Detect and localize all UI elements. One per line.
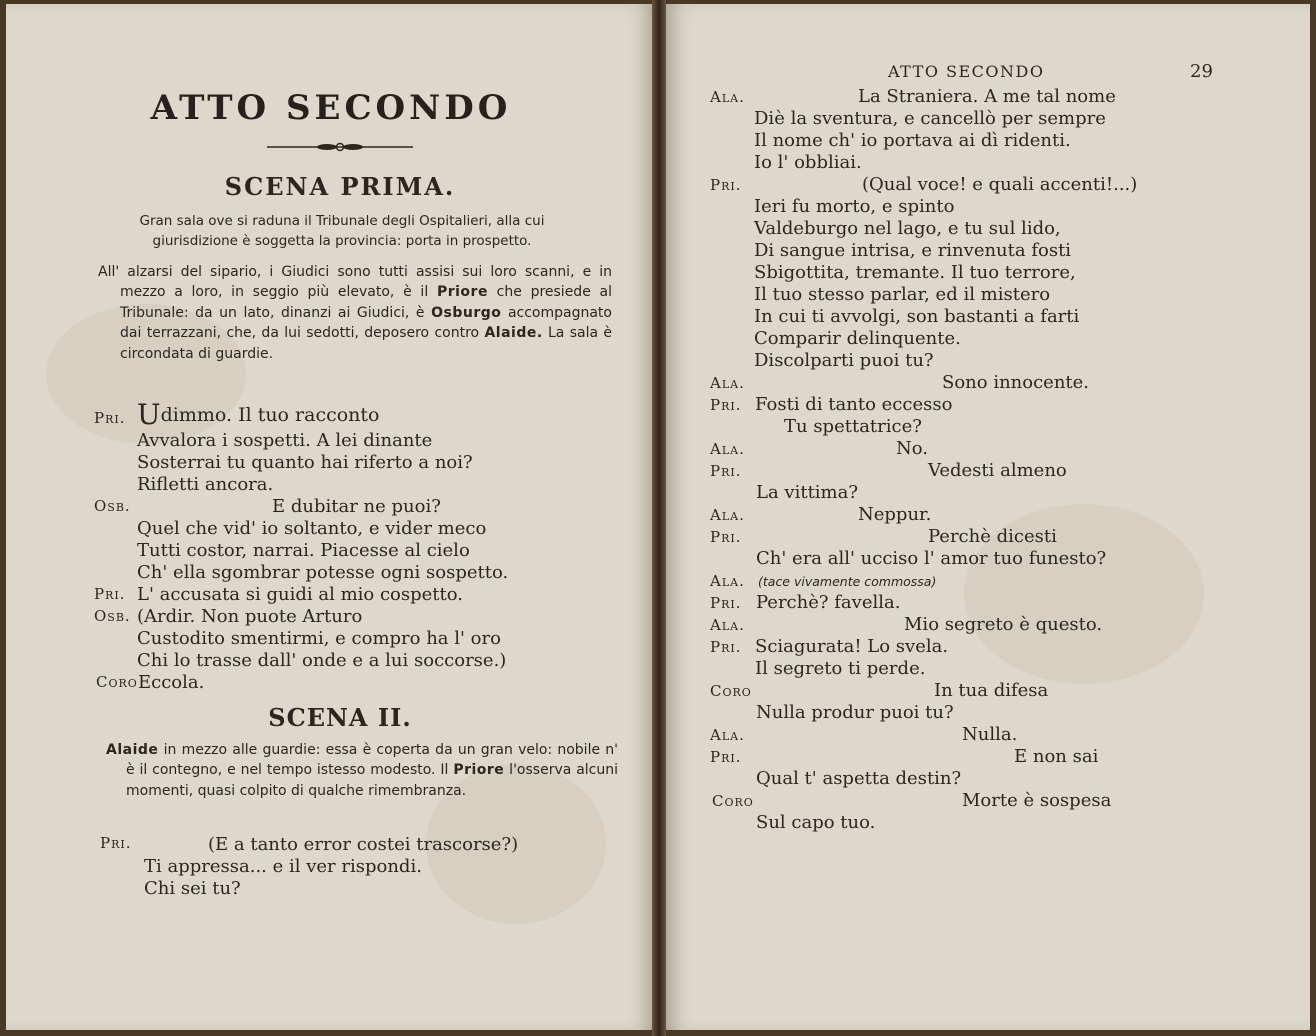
verse-line: Il nome ch' io portava ai dì ridenti. [754,130,1071,151]
verse-line: Vedesti almeno [928,460,1067,481]
stage-direction: (tace vivamente commossa) [758,574,937,589]
verse-line: Comparir delinquente. [754,328,961,349]
verse-line: Sono innocente. [942,372,1090,393]
verse-line: (Ardir. Non puote Arturo [137,606,363,627]
speaker-label: Pri. [710,594,742,612]
verse-line: Neppur. [858,504,932,525]
verse-line: La Straniera. A me tal nome [858,86,1116,107]
verse-line: Qual t' aspetta destin? [756,768,962,789]
stage-direction: Alaide in mezzo alle guardie: essa è coperta da un gran velo: nobile n' è il contegno, e nel tempo istesso modesto. Il Priore l'osserva alcuni momenti, quasi colpito di qualche rimembranza. [106,742,619,799]
scene-title: SCENA PRIMA. [224,172,456,201]
verse-line: Io l' obbliai. [754,152,862,173]
verse-line: Ch' ella sgombrar potesse ogni sospetto. [137,562,509,583]
verse-line: Nulla produr puoi tu? [756,702,954,723]
verse-line: Ti appressa... e il ver rispondi. [144,856,422,877]
verse-line: Valdeburgo nel lago, e tu sul lido, [754,218,1061,239]
speaker-label: Pri. [94,409,126,427]
verse-line: (E a tanto error costei trascorse?) [208,834,519,855]
scene-title: SCENA II. [268,703,412,732]
book-gutter [652,0,666,1036]
stage-direction: Gran sala ove si raduna il Tribunale degli Ospitalieri, alla cui giurisdizione è soggetta la provincia: porta in prospetto. [139,213,545,249]
verse-line: Sciagurata! Lo svela. [755,636,949,657]
speaker-label: Osb. [94,607,131,625]
speaker-label: Coro [712,792,754,810]
speaker-label: Pri. [710,176,742,194]
verse-line: Il tuo stesso parlar, ed il mistero [754,284,1051,305]
speaker-label: Osb. [94,497,131,515]
speaker-label: Pri. [710,528,742,546]
verse-line: Sbigottita, tremante. Il tuo terrore, [754,262,1076,283]
verse-line: Discolparti puoi tu? [754,350,934,371]
verse-line: Ch' era all' ucciso l' amor tuo funesto? [756,548,1107,569]
verse-line: Chi lo trasse dall' onde e a lui soccorse.) [137,650,507,671]
speaker-label: Coro [710,682,752,700]
verse-line: Morte è sospesa [962,790,1112,811]
verse-line: Udimmo. Il tuo racconto [137,398,380,431]
running-head: ATTO SECONDO [888,62,1045,81]
speaker-label: Ala. [710,726,745,744]
verse-line: Ieri fu morto, e spinto [754,196,955,217]
speaker-label: Ala. [710,440,745,458]
ornament-rule-icon [265,140,415,154]
speaker-label: Pri. [710,396,742,414]
act-title: ATTO SECONDO [150,88,512,128]
verse-line: Fosti di tanto eccesso [755,394,953,415]
speaker-label: Ala. [710,88,745,106]
verse-line: Custodito smentirmi, e compro ha l' oro [137,628,501,649]
verse-line: Avvalora i sospetti. A lei dinante [137,430,433,451]
speaker-label: Pri. [710,748,742,766]
verse-line: E dubitar ne puoi? [272,496,441,517]
stage-direction: All' alzarsi del sipario, i Giudici sono tutti assisi sui loro scanni, e in mezzo a loro, in seggio più elevato, è il Priore che presiede al Tribunale: da un lato, dinanzi ai Giudici, è Osburgo accompagnato dai terrazzani, che, da lui sedotti, deposero contro Alaide. La sala è circondata di guardie. [98,264,613,362]
speaker-label: Pri. [710,462,742,480]
verse-line: Eccola. [138,672,205,693]
page-number: 29 [1190,61,1213,82]
verse-line: Nulla. [962,724,1018,745]
speaker-label: Ala. [710,572,745,590]
verse-line: Sul capo tuo. [756,812,876,833]
verse-line: Rifletti ancora. [137,474,274,495]
speaker-label: Ala. [710,506,745,524]
verse-line: Tu spettatrice? [784,416,922,437]
verse-line: Perchè? favella. [756,592,901,613]
verse-line: E non sai [1014,746,1099,767]
speaker-label: Pri. [100,834,132,852]
speaker-label: Pri. [94,585,126,603]
speaker-label: Ala. [710,616,745,634]
verse-line: No. [896,438,928,459]
verse-line: In tua difesa [934,680,1049,701]
verse-line: Il segreto ti perde. [755,658,926,679]
verse-line: Diè la sventura, e cancellò per sempre [754,108,1106,129]
verse-line: Perchè dicesti [928,526,1057,547]
verse-line: Sosterrai tu quanto hai riferto a noi? [137,452,473,473]
verse-line: Chi sei tu? [144,878,241,899]
drop-cap: U [137,398,161,431]
verse-line: Tutti costor, narrai. Piacesse al cielo [137,540,470,561]
verse-line: Quel che vid' io soltanto, e vider meco [137,518,487,539]
verse-line: (Qual voce! e quali accenti!...) [862,174,1138,195]
speaker-label: Pri. [710,638,742,656]
verse-line: L' accusata si guidi al mio cospetto. [137,584,463,605]
speaker-label: Coro [96,673,138,691]
verse-line: In cui ti avvolgi, son bastanti a farti [754,306,1080,327]
speaker-label: Ala. [710,374,745,392]
verse-line: Di sangue intrisa, e rinvenuta fosti [754,240,1072,261]
verse-line: Mio segreto è questo. [904,614,1103,635]
verse-line: La vittima? [756,482,859,503]
